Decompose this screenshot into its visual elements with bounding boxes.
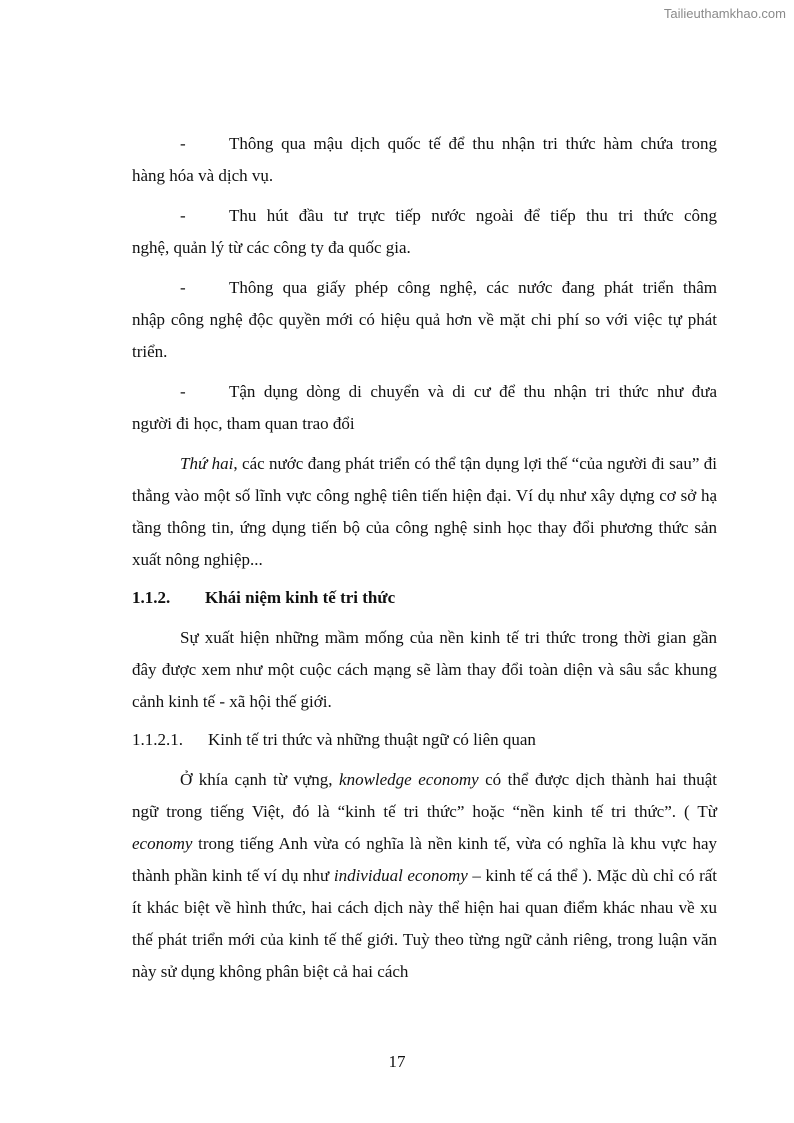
paragraph-text: , các nước đang phát triển có thể tận dụng lợi thế “của người đi sau” đi thẳng vào một số lĩnh vực công nghệ tiên tiến hiện đại. Ví dụ như xây dựng cơ sở hạ tầng thông tin, ứng dụng tiến bộ của công nghệ sinh học thay đổi phương thức sản xuất nông nghiệp... xyxy=(132,454,717,569)
italic-term: knowledge economy xyxy=(339,770,479,789)
subsection-heading xyxy=(132,724,717,756)
document-body xyxy=(132,128,717,988)
page-number: 17 xyxy=(388,1052,406,1071)
paragraph-intro: Sự xuất hiện những mầm mống của nền kinh tế tri thức trong thời gian gần đây được xem như một cuộc cách mạng sẽ làm thay đổi toàn diện và sâu sắc khung cảnh kinh tế - xã hội thế giới. xyxy=(132,628,717,711)
paragraph-text: – kinh tế cá thể ). Mặc dù chỉ có rất ít khác biệt về hình thức, hai cách dịch này thể hiện hai quan điểm khác nhau về xu thế phát triển mới của kinh tế thế giới. Tuỳ theo từng ngữ cảnh riêng, trong luận văn này sử dụng không phân biệt cả hai cách xyxy=(132,866,717,981)
italic-term: Thứ hai xyxy=(180,454,234,473)
paragraph-vocabulary xyxy=(132,764,717,988)
bullet-item xyxy=(132,128,717,192)
paragraph-text: có thể được dịch thành hai thuật ngữ trong tiếng Việt, đó là “kinh tế tri thức” hoặc “nền kinh tế tri thức”. ( Từ xyxy=(132,770,717,821)
section-number: 1.1.2. xyxy=(132,588,171,607)
bullet-dash: - xyxy=(180,278,186,297)
watermark: Tailieuthamkhao.com xyxy=(663,6,786,21)
bullet-text-first-line: Thông qua mậu dịch quốc tế để thu nhận tri thức hàm chứa trong xyxy=(229,134,717,153)
bullet-dash: - xyxy=(180,134,186,153)
paragraph-text: trong tiếng Anh vừa có nghĩa là nền kinh tế, vừa có nghĩa là khu vực hay thành phần kinh tế ví dụ như xyxy=(132,834,717,885)
section-title: Khái niệm kinh tế tri thức xyxy=(205,588,396,607)
subsection-number: 1.1.2.1. xyxy=(132,730,183,749)
bullet-dash: - xyxy=(180,206,186,225)
bullet-text-first-line: Tận dụng dòng di chuyển và di cư để thu nhận tri thức như đưa xyxy=(229,382,717,401)
bullet-text-first-line: Thông qua giấy phép công nghệ, các nước đang phát triển thâm xyxy=(229,278,717,297)
bullet-dash: - xyxy=(180,382,186,401)
bullet-text-rest: nghệ, quản lý từ các công ty đa quốc gia. xyxy=(132,238,411,257)
bullet-text-rest: hàng hóa và dịch vụ. xyxy=(132,166,274,185)
section-heading xyxy=(132,582,717,614)
bullet-item xyxy=(132,376,717,440)
bullet-item xyxy=(132,272,717,368)
subsection-title: Kinh tế tri thức và những thuật ngữ có liên quan xyxy=(208,730,536,749)
bullet-text-rest: nhập công nghệ độc quyền mới có hiệu quả hơn về mặt chi phí so với việc tự phát triển. xyxy=(132,310,717,361)
paragraph-text: Ở khía cạnh từ vựng, xyxy=(180,770,340,789)
bullet-text-rest: người đi học, tham quan trao đổi xyxy=(132,414,355,433)
bullet-item xyxy=(132,200,717,264)
italic-term: individual economy xyxy=(333,866,468,885)
italic-term: economy xyxy=(132,834,193,853)
paragraph-thu-hai xyxy=(132,448,717,576)
bullet-text-first-line: Thu hút đầu tư trực tiếp nước ngoài để tiếp thu tri thức công xyxy=(229,206,717,225)
